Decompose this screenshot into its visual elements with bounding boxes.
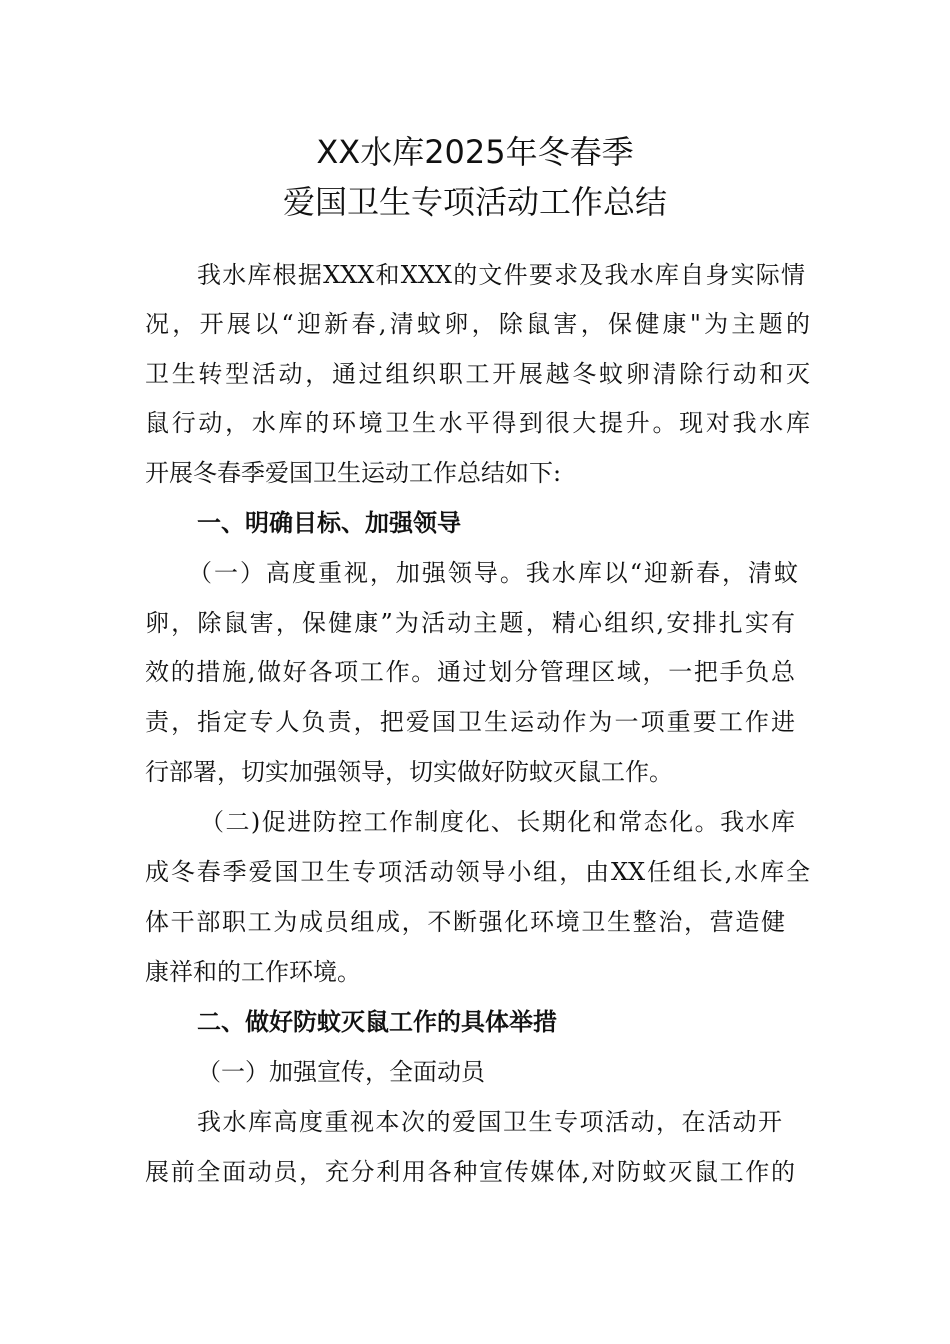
document-title-line-2: 爱国卫生专项活动工作总结 (282, 183, 667, 221)
paragraph-line: 鼠行动，水库的环境卫生水平得到很大提升。现对我水库 (145, 409, 810, 437)
paragraph-line: 卵，除鼠害，保健康”为活动主题，精心组织,安排扎实有 (145, 609, 795, 637)
section-heading: 一、明确目标、加强领导 (197, 509, 461, 537)
subsection-heading: （一）加强宣传，全面动员 (197, 1058, 485, 1086)
paragraph-line: 卫生转型活动，通过组织职工开展越冬蚊卵清除行动和灭 (145, 360, 810, 388)
paragraph-line: 开展冬春季爱国卫生运动工作总结如下: (145, 459, 562, 487)
section-heading: 二、做好防蚊灭鼠工作的具体举措 (197, 1008, 557, 1036)
paragraph-line: 我水库根据XXX和XXX的文件要求及我水库自身实际情 (197, 261, 805, 289)
paragraph-line: 成冬春季爱国卫生专项活动领导小组，由XX任组长,水库全 (145, 858, 810, 886)
paragraph-line: （二)促进防控工作制度化、长期化和常态化。我水库 (200, 808, 795, 836)
paragraph-line: （一）高度重视，加强领导。我水库以“迎新春，清蚊 (188, 559, 798, 587)
paragraph-line: 展前全面动员，充分利用各种宣传媒体,对防蚊灭鼠工作的 (145, 1158, 795, 1186)
paragraph-line: 行部署，切实加强领导，切实做好防蚊灭鼠工作。 (145, 758, 673, 786)
paragraph-line: 效的措施,做好各项工作。通过划分管理区域，一把手负总 (145, 658, 795, 686)
paragraph-line: 责，指定专人负责，把爱国卫生运动作为一项重要工作进 (145, 708, 795, 736)
paragraph-line: 体干部职工为成员组成，不断强化环境卫生整治，营造健 (145, 908, 785, 936)
paragraph-line: 况，开展以“迎新春,清蚊卵，除鼠害，保健康"为主题的 (145, 310, 810, 338)
paragraph-line: 康祥和的工作环境。 (145, 958, 361, 986)
document-title-line-1: XX水库2025年冬春季 (316, 133, 634, 171)
paragraph-line: 我水库高度重视本次的爱国卫生专项活动，在活动开 (197, 1108, 782, 1136)
